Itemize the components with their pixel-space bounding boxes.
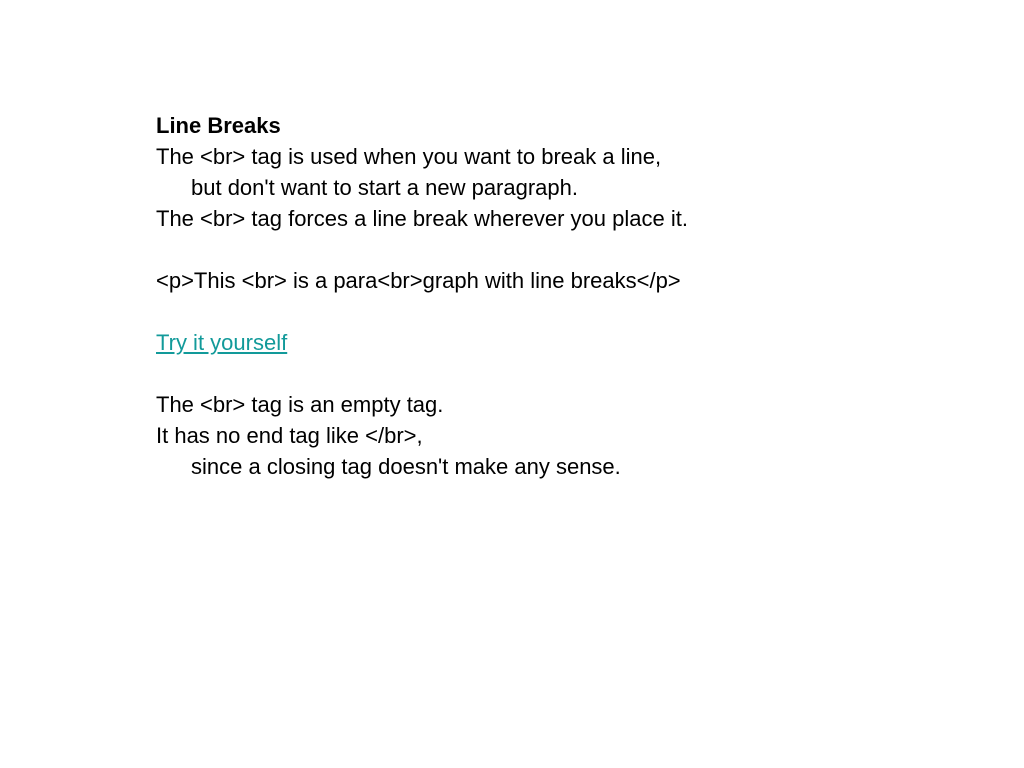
- note-line-3: since a closing tag doesn't make any sense.: [191, 454, 621, 479]
- note-line-2: It has no end tag like </br>,: [156, 423, 423, 448]
- try-it-yourself-link[interactable]: Try it yourself: [156, 330, 288, 355]
- example-code: <p>This <br> is a para<br>graph with line breaks</p>: [156, 268, 681, 293]
- intro-line-2: but don't want to start a new paragraph.: [191, 175, 578, 200]
- spacer: [156, 234, 956, 265]
- spacer: [156, 358, 956, 389]
- intro-line-3: The <br> tag forces a line break wherever you place it.: [156, 206, 688, 231]
- spacer: [156, 296, 956, 327]
- note-line-1: The <br> tag is an empty tag.: [156, 392, 444, 417]
- intro-line-1: The <br> tag is used when you want to break a line,: [156, 144, 662, 169]
- slide-content: [156, 110, 956, 482]
- slide-title: Line Breaks: [156, 113, 281, 138]
